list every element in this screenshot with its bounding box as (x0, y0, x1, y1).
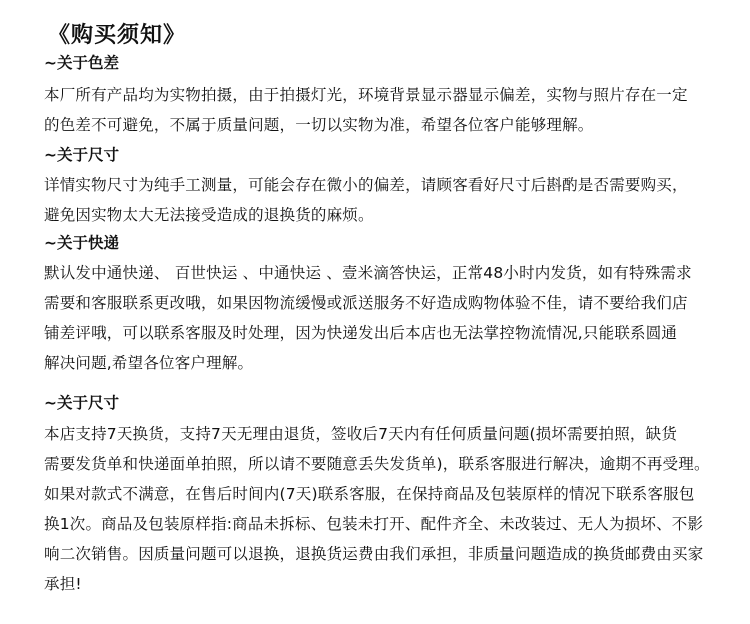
body-line: 本厂所有产品均为实物拍摄，由于拍摄灯光，环境背景显示器显示偏差，实物与照片存在一定 (44, 86, 688, 104)
body-line: 避免因实物太大无法接受造成的退换货的麻烦。 (44, 206, 374, 224)
body-line: 换1次。商品及包装原样指:商品未拆标、包装未打开、配件齐全、未改装过、无人为损坏、不影 (44, 515, 704, 533)
page-title: 《购买须知》 (48, 23, 187, 48)
body-line: 如果对款式不满意，在售后时间内(7天)联系客服，在保持商品及包装原样的情况下联系客服包 (44, 485, 695, 503)
body-line: 的色差不可避免，不属于质量问题，一切以实物为准，希望各位客户能够理解。 (44, 116, 594, 134)
body-line: 需要发货单和快递面单拍照，所以请不要随意丢失发货单)，联系客服进行解决，逾期不再受理。 (44, 455, 710, 473)
body-line: 需要和客服联系更改哦，如果因物流缓慢或派送服务不好造成购物体验不佳，请不要给我们店 (44, 294, 688, 312)
section-heading-returns: ~关于尺寸 (44, 394, 119, 412)
body-line: 铺差评哦，可以联系客服及时处理，因为快递发出后本店也无法掌控物流情况,只能联系圆通 (44, 324, 678, 342)
body-line: 响二次销售。因质量问题可以退换，退换货运费由我们承担，非质量问题造成的换货邮费由买家 (44, 545, 704, 563)
body-line: 本店支持7天换货，支持7天无理由退货，签收后7天内有任何质量问题(损坏需要拍照，缺货 (44, 425, 678, 443)
body-line: 默认发中通快递、 百世快运 、中通快运 、壹米滴答快运，正常48小时内发货，如有特殊需求 (44, 264, 692, 282)
section-heading-delivery: ~关于快递 (44, 234, 119, 252)
body-line: 详情实物尺寸为纯手工测量，可能会存在微小的偏差，请顾客看好尺寸后斟酌是否需要购买， (44, 176, 688, 194)
body-line: 承担! (44, 575, 82, 593)
section-heading-size: ~关于尺寸 (44, 146, 119, 164)
body-line: 解决问题,希望各位客户理解。 (44, 354, 254, 372)
section-heading-color-difference: ~关于色差 (44, 54, 119, 72)
